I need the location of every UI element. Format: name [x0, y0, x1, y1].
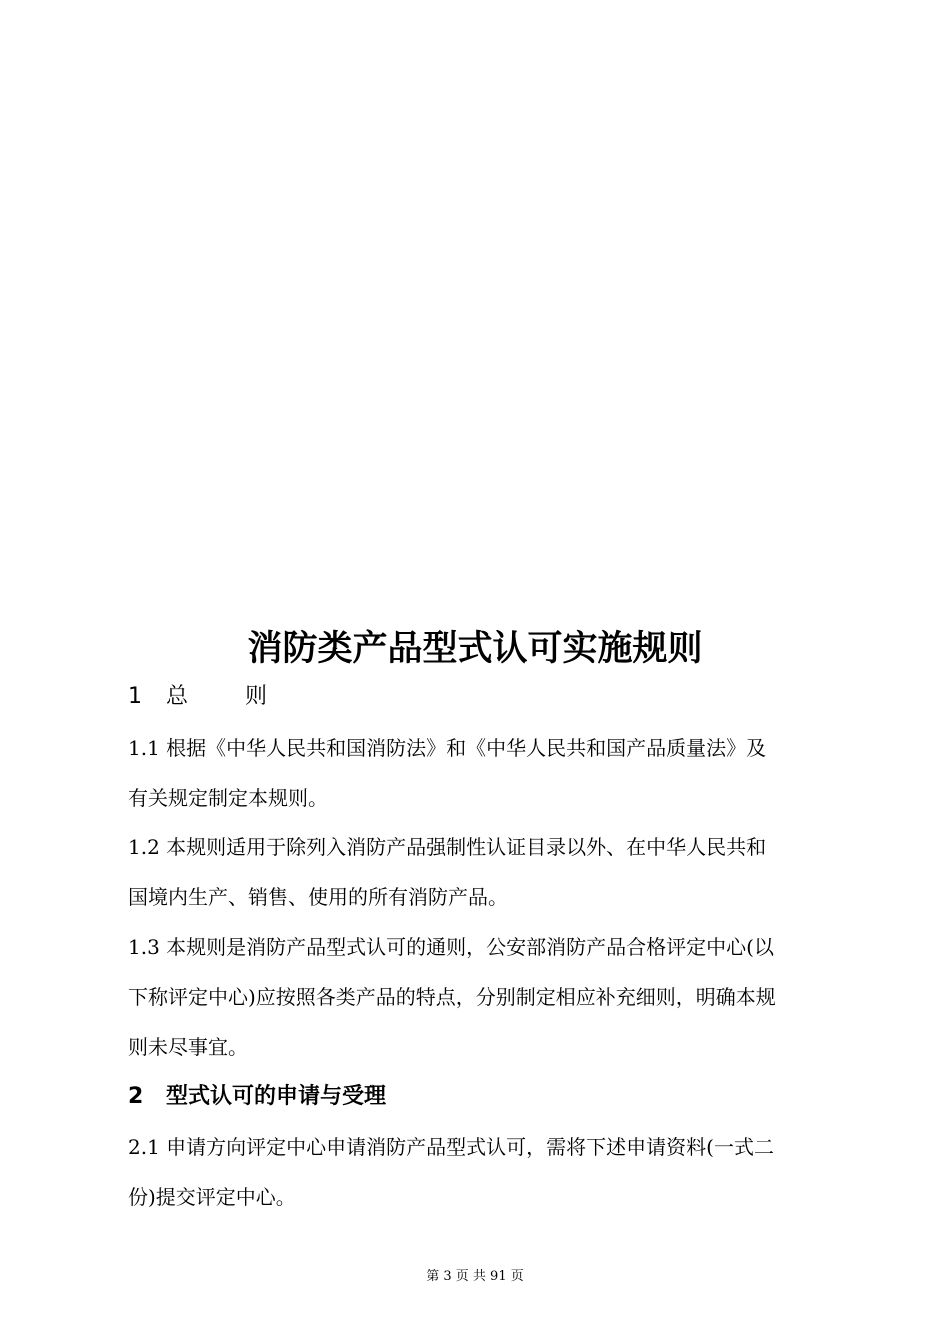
- section-1-number: 1: [128, 684, 142, 709]
- section-1-heading: [128, 682, 292, 712]
- paragraph-line: 1.1 根据《中华人民共和国消防法》和《中华人民共和国产品质量法》及: [128, 736, 767, 760]
- paragraph-1-1: [128, 723, 838, 823]
- paragraph-line: 国境内生产、销售、使用的所有消防产品。: [128, 885, 508, 909]
- page-footer: 第 3 页 共 91 页: [426, 1269, 524, 1284]
- paragraph-line: 2.1 申请方向评定中心申请消防产品型式认可，需将下述申请资料(一式二: [128, 1135, 774, 1159]
- paragraph-line: 1.2 本规则适用于除列入消防产品强制性认证目录以外、在中华人民共和: [128, 835, 767, 859]
- paragraph-1-2: [128, 822, 838, 922]
- section-1-label: 总 则: [166, 684, 292, 709]
- paragraph-line: 有关规定制定本规则。: [128, 786, 328, 810]
- section-2-number: 2: [128, 1084, 144, 1109]
- document-title: 消防类产品型式认可实施规则: [247, 629, 703, 669]
- section-2-heading: [128, 1082, 386, 1112]
- paragraph-line: 则未尽事宜。: [128, 1035, 248, 1059]
- paragraph-line: 1.3 本规则是消防产品型式认可的通则，公安部消防产品合格评定中心(以: [128, 935, 774, 959]
- paragraph-line: 份)提交评定中心。: [128, 1185, 296, 1209]
- section-2-label: 型式认可的申请与受理: [166, 1084, 387, 1109]
- paragraph-line: 下称评定中心)应按照各类产品的特点，分别制定相应补充细则，明确本规: [128, 985, 776, 1009]
- paragraph-2-1: [128, 1122, 838, 1222]
- paragraph-1-3: [128, 922, 838, 1072]
